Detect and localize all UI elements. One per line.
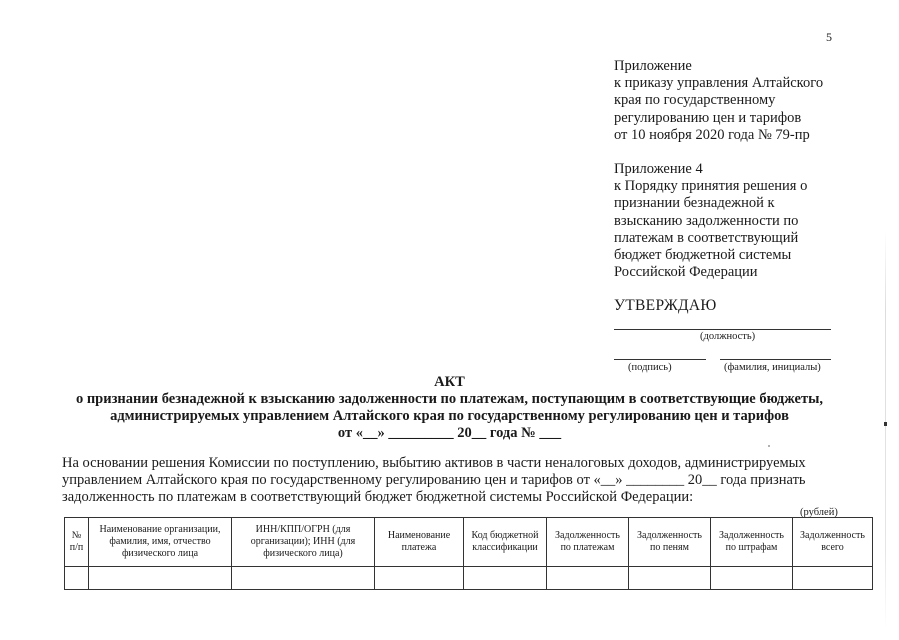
appendix-4-line: взысканию задолженности по [614, 212, 799, 229]
column-header-tax-ids: ИНН/КПП/ОГРН (для организации); ИНН (для физического лица) [232, 518, 375, 567]
appendix-order-block [614, 58, 854, 144]
basis-paragraph-line: На основании решения Комиссии по поступлению, выбытию активов в части неналоговых доходов, администрируемых [62, 455, 806, 471]
appendix-4-line: Приложение 4 [614, 161, 703, 177]
basis-paragraph-line: задолженность по платежам в соответствующий бюджет бюджетной системы Российской Федерации: [62, 489, 694, 505]
act-subtitle-line: администрируемых управлением Алтайского края по государственному регулированию цен и тарифов [110, 408, 789, 424]
column-header-budget-code: Код бюджетной классификации [464, 518, 547, 567]
table-cell [89, 567, 232, 590]
name-label: (фамилия, инициалы) [724, 362, 821, 373]
table-row [65, 567, 873, 590]
appendix-order-line: края по государственному [614, 92, 776, 109]
scan-edge-shadow [885, 230, 886, 630]
column-header-penalty-debt: Задолженность по пеням [629, 518, 711, 567]
approval-title: УТВЕРЖДАЮ [614, 297, 717, 314]
appendix-4-line: бюджет бюджетной системы [614, 247, 792, 264]
table-cell [464, 567, 547, 590]
appendix-4-line: к Порядку принятия решения о [614, 178, 808, 195]
table-cell [65, 567, 89, 590]
column-header-fine-debt: Задолженность по штрафам [711, 518, 793, 567]
currency-note: (рублей) [800, 507, 838, 518]
appendix-4-block [614, 161, 854, 281]
basis-paragraph-line: управлением Алтайского края по государственному регулированию цен и тарифов от «__» ________ 20__ года признать [62, 472, 806, 488]
appendix-4-line: платежам в соответствующий [614, 229, 799, 246]
table-cell [232, 567, 375, 590]
appendix-order-line: Приложение [614, 58, 692, 74]
table-cell [629, 567, 711, 590]
scan-edge-mark [884, 422, 887, 426]
appendix-4-line: признании безнадежной к [614, 195, 775, 212]
column-header-payment-debt: Задолженность по платежам [547, 518, 629, 567]
table-cell [375, 567, 464, 590]
signature-field-line [614, 359, 706, 360]
appendix-4-line: Российской Федерации [614, 264, 758, 281]
act-subtitle-line: о признании безнадежной к взысканию задолженности по платежам, поступающим в соответствующие бюджеты, [75, 391, 824, 407]
column-header-debtor-name: Наименование организации, фамилия, имя, отчество физического лица [89, 518, 232, 567]
table-cell [547, 567, 629, 590]
column-header-payment-name: Наименование платежа [375, 518, 464, 567]
debt-table [64, 517, 873, 590]
column-header-total-debt: Задолженность всего [793, 518, 873, 567]
table-cell [793, 567, 873, 590]
page-number: 5 [826, 30, 832, 44]
appendix-order-line: к приказу управления Алтайского [614, 75, 824, 92]
position-label: (должность) [700, 331, 756, 342]
signature-label: (подпись) [628, 362, 672, 373]
name-field-line [720, 359, 831, 360]
position-field-line [614, 329, 831, 330]
appendix-order-line: от 10 ноября 2020 года № 79-пр [614, 126, 810, 143]
act-date-number-line: от «__» _________ 20__ года № ___ [337, 425, 562, 441]
appendix-order-line: регулированию цен и тарифов [614, 109, 802, 126]
table-header-row [65, 518, 873, 567]
scan-speck [768, 445, 770, 447]
column-header-number: № п/п [65, 518, 89, 567]
table-cell [711, 567, 793, 590]
act-title: АКТ [434, 374, 465, 390]
